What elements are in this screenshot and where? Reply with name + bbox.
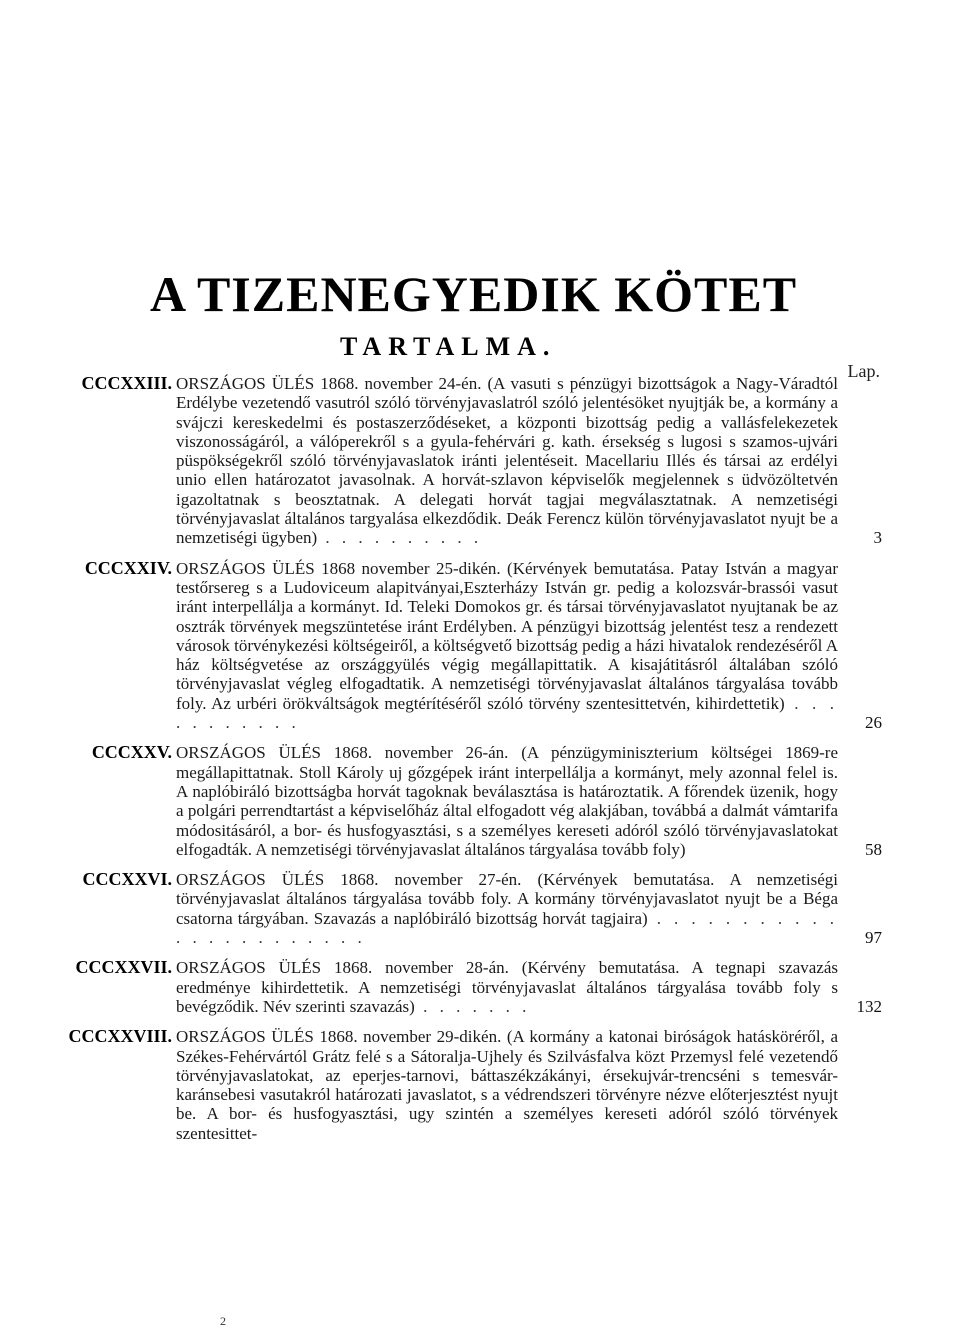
session-summary — [176, 870, 838, 947]
session-summary — [176, 958, 838, 1016]
page-number: 26 — [865, 713, 882, 733]
summary-text: ORSZÁGOS ÜLÉS 1868. november 24-én. (A vasuti s pénzügyi bizottságok a Nagy-Váradtól Erdélybe vezetendő vasutról szóló törvényjavaslatról szóló jelentésöket nyujtják be, a kormány a svájczi kereskedelmi és postaszerződéseket, a központi bizottság pedig a vallásfelekezetek viszonosságáról, a válóperekről s a gyula-fehérvári g. kath. érsekség s lugosi s szamos-ujvári püspökségekről szóló törvényjavaslatok iránti jelentéseit. Macellariu Illés és társai az erdélyi unio ellen határozatot javasolnak. A horvát-szlavon képviselők megjelennek s üdvözöltetvén igazoltatnak s beosztatnak. A delegati horvát tagjai megválasztatnak. A nemzetiségi törvényjavaslat általános targyalása elkezdődik. Deák Ferencz külön törvényjavaslatot nyujt be a nemzetiségi ügyben) — [176, 374, 838, 548]
toc-entry-327 — [0, 958, 960, 1016]
summary-text: ORSZÁGOS ÜLÉS 1868 november 25-dikén. (Kérvények bemutatása. Patay István a magyar testőrsereg s a Ludoviceum alapitványai,Eszterházy István gr. pedig a kolozsvár-brassói vasut iránt interpellálja a kormányt. Id. Teleki Domokos gr. és társai törvényjavaslatot nyujtanak be az osztrák törvények megszüntetése iránt Erdélyben. A pénzügyi bizottság jelentést tesz a rendezett városok törvénykezési költségeiről, a költségvető bizottság pedig a házi hivatalok rendezéséről A ház költségvetése az országgyülés végig megállapittatik. A kisajátitásról általában szóló törvényjavaslat végleg elfogadtatik. A nemzetiségi törvényjavaslat általános tárgyalása tovább foly. Az urbéri örökváltságok megtérítéséről szóló törvény szentesittetvén, kihirdettetik) — [176, 558, 838, 713]
page-number: 97 — [865, 928, 882, 948]
toc-entry-325 — [0, 743, 960, 859]
toc-entry-323 — [0, 374, 960, 548]
session-number: CCCXXIV. — [84, 557, 172, 578]
session-summary — [176, 559, 838, 733]
dot-leaders: . . . . . . . — [414, 996, 531, 1016]
session-number: CCCXXV. — [91, 742, 172, 763]
session-number: CCCXXVI. — [82, 869, 172, 890]
toc-entry-328 — [0, 1027, 960, 1143]
dot-leaders: . . . . . . . . . . — [317, 528, 483, 548]
session-number: CCCXXVIII. — [68, 1026, 172, 1047]
session-number: CCCXXVII. — [75, 957, 172, 978]
page-number: 132 — [856, 996, 882, 1016]
volume-title: A TIZENEGYEDIK KÖTET — [150, 266, 798, 322]
page-number: 3 — [873, 528, 882, 548]
page-number: 58 — [865, 839, 882, 859]
dot-leaders: . . . . . . . . . . . — [176, 693, 839, 733]
toc-entry-326 — [0, 870, 960, 947]
summary-text: ORSZÁGOS ÜLÉS 1868. november 26-án. (A pénzügyminiszterium költségei 1869-re megállapittatnak. Stoll Károly uj gőzgépek iránt interpellálja a kormányt, mely azonnal felel is. A naplóbiráló bizottságba horvát tagoknak beválasztása is határoztatik. A főrendek üzenik, hogy a polgári perrendtartást a képviselőház által elfogadott vég alakjában, továbbá a dalmát vámtarifa módositásáról, a bor- és husfogyasztási, s a személyes kereseti adóról szóló törvényjavaslatokat elfogadták. A nemzetiségi törvényjavaslat általános tárgyalása tovább foly) — [176, 743, 838, 859]
toc-entry-324 — [0, 559, 960, 733]
summary-text: ORSZÁGOS ÜLÉS 1868. november 27-én. (Kérvények bemutatása. A nemzetiségi törvényjavaslat általános tárgyalása tovább foly. A kormány törvényjavaslatot nyujt be a Béga csatorna tárgyában. Szavazás a naplóbiráló bizottság horvát tagjaira) — [176, 870, 838, 928]
table-of-contents — [0, 374, 960, 1154]
signature-mark: 2 — [220, 1314, 226, 1328]
summary-text: ORSZÁGOS ÜLÉS 1868. november 28-án. (Kérvény bemutatása. A tegnapi szavazás eredménye kihirdettetik. A nemzetiségi törvényjavaslat általános tárgyalása tovább foly s bevégződik. Név szerinti szavazás) — [176, 958, 838, 1016]
page-column-label: Lap. — [847, 361, 880, 381]
summary-text: ORSZÁGOS ÜLÉS 1868. november 29-dikén. (A kormány a katonai biróságok hatásköréről, a Székes-Fehérvártól Grátz felé s a Sátoralja-Ujhely és Szilvásfalva közt Przemysl felé vezetendő törvényjavaslatokat, az eperjes-tarnovi, báttaszékzákányi, érsekujvár-trencséni s temesvár-karánsebesi vasutakról határozati javaslatot, s a védrendszeri törvényre nézve előterjesztést nyujt be. A bor- és husfogyasztási, ugy szintén a személyes kereseti adóról szóló törvények szentesittet- — [176, 1027, 838, 1143]
contents-heading: TARTALMA. — [340, 332, 557, 361]
dot-leaders: . . . . . . . . . . . . . . . . . . . . . . . — [176, 908, 838, 948]
session-summary — [176, 374, 838, 548]
session-summary — [176, 1027, 838, 1143]
session-summary — [176, 743, 838, 859]
session-number: CCCXXIII. — [81, 373, 172, 393]
